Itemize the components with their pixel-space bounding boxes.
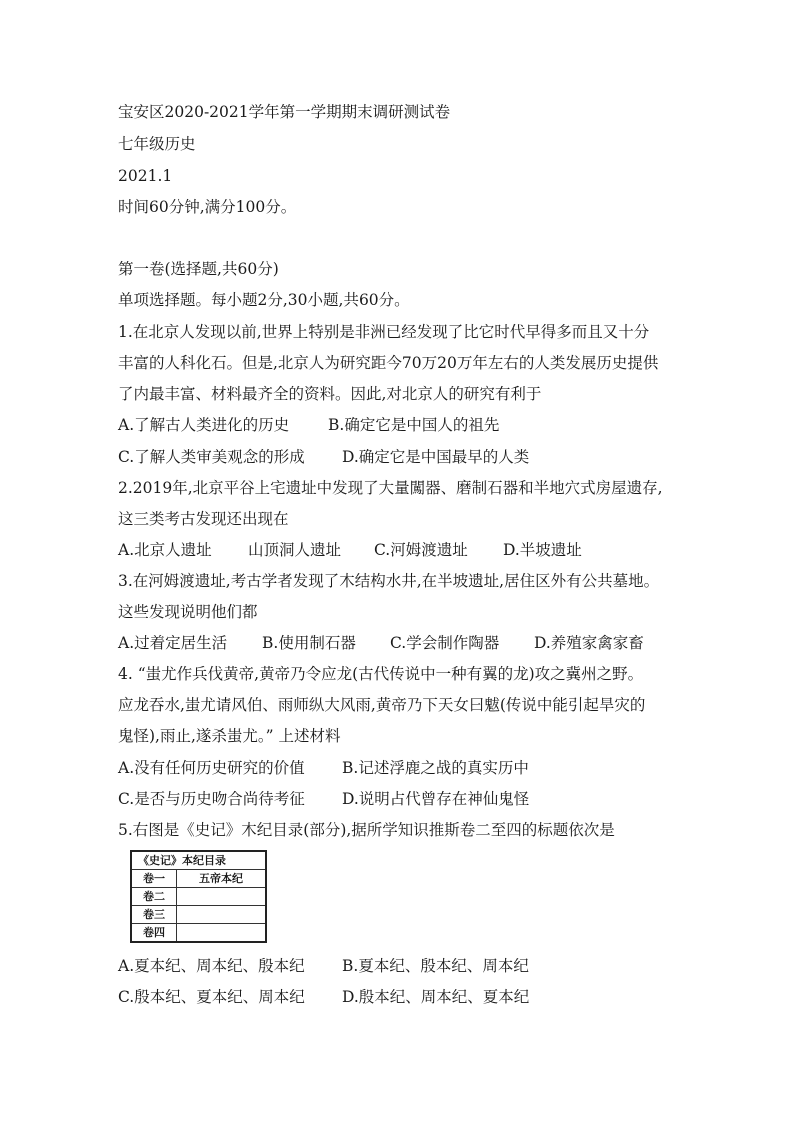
question-4-option-b: B.记述浮鹿之战的真实历中 [342,759,529,777]
question-1-option-c: C.了解人类审美观念的形成 [118,448,305,466]
section-instruction: 单项选择题。每小题2分,30小题,共60分。 [118,291,410,309]
question-4-option-d: D.说明占代曾存在神仙鬼怪 [342,790,530,808]
question-4-option-a: A.没有任何历史研究的价值 [118,759,305,777]
table-cell-volume: 卷三 [131,906,177,924]
question-2-line-2: 这三类考古发现还出现在 [118,510,289,528]
question-4-option-c: C.是否与历史吻合尚待考征 [118,790,305,808]
question-3-option-d: D.养殖家禽家畜 [534,634,644,652]
question-5-option-a: A.夏本纪、周本纪、殷本纪 [118,957,305,975]
question-2-option-c: C.河姆渡遗址 [374,541,468,559]
section-title: 第一卷(选择题,共60分) [118,260,279,278]
question-4-line-1: 4. “蚩尤作兵伐黄帝,黄帝乃令应龙(古代传说中一种有翼的龙)攻之冀州之野。 [118,665,644,683]
question-5-option-d: D.殷本纪、周本纪、夏本纪 [342,988,530,1006]
table-cell-title [177,906,267,924]
question-2-option-b: 山顶洞人遗址 [248,541,342,559]
grade-subject: 七年级历史 [118,135,196,153]
question-2-option-d: D.半坡遗址 [503,541,582,559]
question-4-line-3: 鬼怪),雨止,遂杀蚩尤。” 上述材料 [118,727,341,745]
shiji-benji-table [130,850,267,943]
table-cell-volume: 卷四 [131,924,177,943]
table-cell-volume: 卷二 [131,888,177,906]
question-1-line-1: 1.在北京人发现以前,世界上特别是非洲已经发现了比它时代早得多而且又十分 [118,323,650,341]
question-2-line-1: 2.2019年,北京平谷上宅遗址中发现了大量闖器、磨制石器和半地穴式房屋遗存, [118,479,663,497]
table-header: 《史记》本纪目录 [131,851,266,870]
question-5-option-c: C.殷本纪、夏本纪、周本纪 [118,988,305,1006]
table-row [131,924,266,943]
question-3-line-2: 这些发现说明他们都 [118,603,258,621]
table-row [131,906,266,924]
question-1-option-a: A.了解古人类进化的历史 [118,416,290,434]
question-4-line-2: 应龙吞水,蚩尤请风伯、雨师纵大风雨,黄帝乃下天女曰魃(传说中能引起旱灾的 [118,696,646,714]
question-1-option-b: B.确定它是中国人的祖先 [328,416,500,434]
question-3-option-b: B.使用制石器 [262,634,356,652]
table-cell-title [177,888,267,906]
exam-title: 宝安区2020-2021学年第一学期期末调研测试卷 [118,103,451,121]
question-5-option-b: B.夏本纪、殷本纪、周本纪 [342,957,529,975]
table-cell-title [177,924,267,943]
question-3-line-1: 3.在河姆渡遗址,考古学者发现了木结构水井,在半坡遗址,居住区外有公共墓地。 [118,572,660,590]
question-3-option-a: A.过着定居生活 [118,634,228,652]
table-cell-volume: 卷一 [131,870,177,888]
exam-date: 2021.1 [118,167,173,185]
question-3-option-c: C.学会制作陶器 [390,634,500,652]
question-1-line-3: 了内最丰富、材料最齐全的资料。因此,对北京人的研究有利于 [118,385,542,403]
time-score: 时间60分钟,满分100分。 [118,198,297,216]
table-row [131,888,266,906]
question-1-line-2: 丰富的人科化石。但是,北京人为研究距今70万20万年左右的人类发展历史提供 [118,354,659,372]
question-1-option-d: D.确定它是中国最早的人类 [342,448,530,466]
table-cell-title: 五帝本纪 [177,870,267,888]
question-2-option-a: A.北京人遗址 [118,541,212,559]
table-row [131,870,266,888]
question-5-line-1: 5.右图是《史记》木纪目录(部分),据所学知识推斯卷二至四的标题依次是 [118,821,615,839]
table-header-row [131,851,266,870]
